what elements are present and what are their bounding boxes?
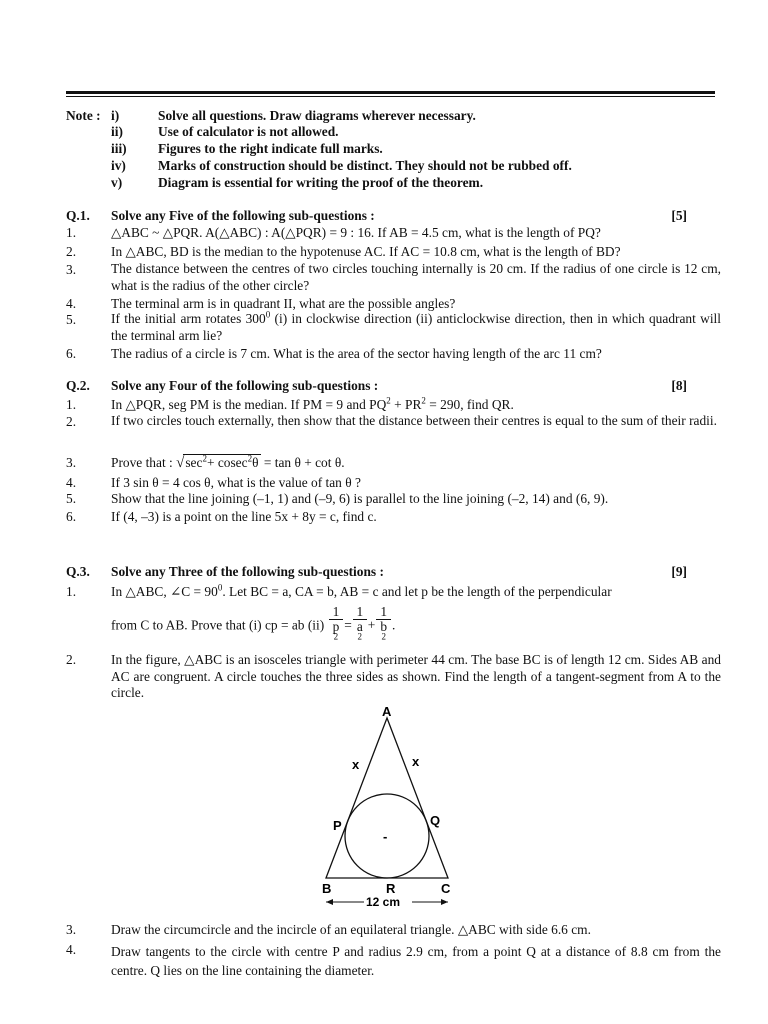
q1-item-1-text: △ABC ~ △PQR. A(△ABC) : A(△PQR) = 9 : 16. If AB = 4.5 cm, what is the length of PQ? (111, 225, 601, 240)
q2-item-3-text: Prove that : $√\sec^2+ cosec^2\theta = \tan \theta + \cot \theta$. (111, 453, 345, 471)
side-x-right-label: x (412, 754, 420, 769)
q2-item-5-number: 5. (66, 491, 77, 506)
centre-mark: - (383, 829, 388, 844)
q1-label: Q.1. (66, 208, 90, 223)
header-rule-thick (66, 91, 715, 94)
q1-item-5-text: If the initial arm rotates $300^0$ (i) in clockwise direction (ii) anticlockwise direction, then in which quadrant will the terminal arm lie? (111, 309, 721, 343)
vertex-c-label: C (441, 881, 451, 896)
point-p-label: P (333, 818, 342, 833)
note-text-5: Diagram is essential for writing the proof of the theorem. (158, 175, 484, 190)
q1-marks: [5] (671, 208, 687, 223)
q2-item-2-text: If two circles touch externally, then show that the distance between their centres is equal to the sum of their radii. (111, 413, 717, 428)
q3-item-3-number: 3. (66, 922, 77, 937)
base-length-label: 12 cm (366, 895, 401, 909)
q2-item-1-number: 1. (66, 397, 77, 412)
note-label: Note : (66, 108, 101, 123)
vertex-b-label: B (322, 881, 332, 896)
q2-item-4-number: 4. (66, 475, 77, 490)
q3-item-1-line-1: In △ABC, ∠C = $90^0$. Let BC = a, CA = b, AB = c and let p be the length of the perpendicular (111, 582, 612, 599)
dimension-arrow-right (441, 899, 448, 905)
q3-item-2-number: 2. (66, 652, 77, 667)
q2-item-5-text: Show that the line joining (–1, 1) and (–9, 6) is parallel to the line joining (–2, 14) and (6, 9). (111, 491, 609, 506)
q1-item-2-text: In △ABC, BD is the median to the hypotenuse AC. If AC = 10.8 cm, what is the length of BD? (111, 244, 621, 259)
note-roman-2: ii) (111, 124, 123, 139)
q2-heading: Solve any Four of the following sub-questions : (111, 378, 379, 393)
isosceles-triangle-figure (300, 700, 470, 912)
triangle-abc (326, 718, 448, 878)
note-roman-4: iv) (111, 158, 126, 173)
q2-item-4-text: If 3 sin θ = 4 cos θ, what is the value of tan θ ? (111, 475, 361, 490)
q1-item-3-text: The distance between the centres of two circles touching internally is 20 cm. If the radius of one circle is 12 cm, what is the radius of the other circle? (111, 261, 721, 293)
q1-item-2-number: 2. (66, 244, 77, 259)
point-q-label: Q (430, 813, 441, 828)
q2-item-3-number: 3. (66, 455, 77, 470)
q2-item-2-number: 2. (66, 414, 77, 429)
q1-item-4-text: The terminal arm is in quadrant II, what are the possible angles? (111, 296, 456, 311)
fraction-1-over-a2: 1 a $^2$ (353, 605, 367, 648)
note-roman-1: i) (111, 108, 120, 123)
q1-item-1-number: 1. (66, 225, 77, 240)
note-roman-3: iii) (111, 141, 127, 156)
radical-expression: $\sec^2+ cosec^2\theta$ (185, 453, 259, 470)
note-text-3: Figures to the right indicate full marks. (158, 141, 383, 156)
q3-marks: [9] (671, 564, 687, 579)
note-text-2: Use of calculator is not allowed. (158, 124, 339, 139)
q3-heading: Solve any Three of the following sub-questions : (111, 564, 384, 579)
q3-label: Q.3. (66, 564, 90, 579)
point-r-label: R (386, 881, 396, 896)
q1-heading: Solve any Five of the following sub-questions : (111, 208, 375, 223)
fraction-1-over-b2: 1 b $^2$ (376, 605, 391, 648)
q3-item-4-number: 4. (66, 942, 77, 957)
q3-item-2-text: In the figure, △ABC is an isosceles triangle with perimeter 44 cm. The base BC is of length 12 cm. Sides AB and AC are congruent. A circle touches the three sides as shown. Find the length of a tangent-segment from A to the circle. (111, 652, 721, 700)
q2-item-6-number: 6. (66, 509, 77, 524)
note-roman-5: v) (111, 175, 123, 190)
q2-marks: [8] (671, 378, 687, 393)
q2-item-1-text: In △PQR, seg PM is the median. If PM = 9 and $PQ^2 + PR^2 = 290$, find QR. (111, 395, 514, 412)
vertex-a-label: A (382, 704, 392, 719)
q1-item-4-number: 4. (66, 296, 77, 311)
q1-item-6-text: The radius of a circle is 7 cm. What is the area of the sector having length of the arc 11 cm? (111, 346, 602, 361)
q3-item-3-text: Draw the circumcircle and the incircle of an equilateral triangle. △ABC with side 6.6 cm. (111, 922, 591, 937)
fraction-1-over-p2: 1 p $^2$ (329, 605, 344, 648)
q3-item-4-text: Draw tangents to the circle with centre P and radius 2.9 cm, from a point Q at a distance of 8.8 cm from the centre. Q lies on the line containing the diameter. (111, 944, 721, 978)
q3-item-1-number: 1. (66, 584, 77, 599)
note-text-1: Solve all questions. Draw diagrams wherever necessary. (158, 108, 476, 123)
dimension-arrow-left (326, 899, 333, 905)
q1-item-3-number: 3. (66, 262, 77, 277)
note-text-4: Marks of construction should be distinct. They should not be rubbed off. (158, 158, 572, 173)
side-x-left-label: x (352, 757, 360, 772)
q1-item-6-number: 6. (66, 346, 77, 361)
header-rule-thin (66, 96, 715, 97)
q2-label: Q.2. (66, 378, 90, 393)
q2-item-6-text: If (4, –3) is a point on the line 5x + 8y = c, find c. (111, 509, 377, 524)
q3-item-1-line-2: from C to AB. Prove that (i) cp = ab (ii) 1 p $^2$ = 1 a $^2$ + 1 b $^2$ . (111, 605, 395, 648)
q1-item-5-number: 5. (66, 312, 77, 327)
